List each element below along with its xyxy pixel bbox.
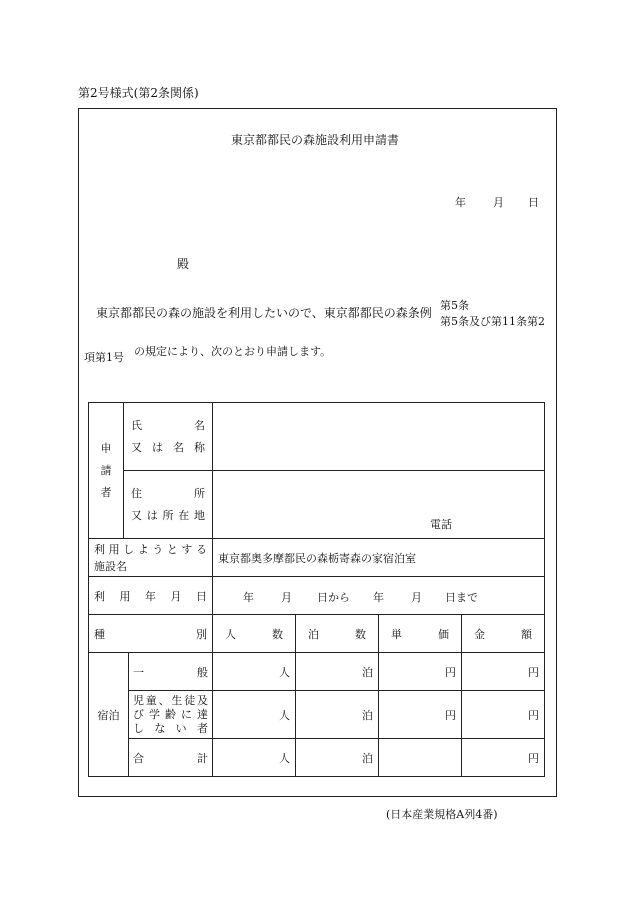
row-children-unit[interactable]: 円 xyxy=(379,691,462,739)
date-day: 日 xyxy=(528,196,539,209)
name-label-cell: 氏名 又は名称 xyxy=(124,403,213,471)
applicant-label: 申請者 xyxy=(89,403,124,539)
row-total-unit[interactable] xyxy=(379,739,462,777)
header-people: 人数 xyxy=(213,615,296,653)
form-title: 東京都都民の森施設利用申請書 xyxy=(230,133,399,147)
row-general-unit[interactable]: 円 xyxy=(379,653,462,691)
row-general-people[interactable]: 人 xyxy=(213,653,296,691)
footer-standard: (日本産業規格A列4番) xyxy=(386,808,498,821)
row-general-label: 一般 xyxy=(129,653,213,691)
addressee-honorific: 殿 xyxy=(177,257,190,271)
row-children-nights[interactable]: 泊 xyxy=(296,691,379,739)
address-value-cell[interactable] xyxy=(213,471,545,539)
lodging-label: 宿泊 xyxy=(89,653,129,777)
table-row xyxy=(89,539,545,577)
phone-label: 電話 xyxy=(430,518,452,531)
category-label: 種別 xyxy=(89,615,213,653)
table-row xyxy=(89,739,545,777)
body-line-2-prefix: 項第1号 xyxy=(84,351,124,364)
body-line-1: 東京都都民の森の施設を利用したいので、東京都都民の森条例 xyxy=(96,306,432,320)
row-total-people[interactable]: 人 xyxy=(213,739,296,777)
table-row xyxy=(89,471,545,539)
date-month: 月 xyxy=(493,196,504,209)
name-value-cell[interactable] xyxy=(213,403,545,471)
application-table xyxy=(88,402,545,777)
table-row xyxy=(89,577,545,615)
header-amount: 金額 xyxy=(462,615,545,653)
row-total-amount[interactable]: 円 xyxy=(462,739,545,777)
table-row xyxy=(89,691,545,739)
row-total-nights[interactable]: 泊 xyxy=(296,739,379,777)
article-option-a: 第5条 xyxy=(440,299,469,312)
row-children-label: 児童、生徒及 び学齢に達 しない者 xyxy=(129,691,213,739)
usage-date-value[interactable]: 年 月 日から 年 月 日まで xyxy=(213,577,545,615)
row-general-amount[interactable]: 円 xyxy=(462,653,545,691)
facility-label-cell: 利用しようとする 施設名 xyxy=(89,539,213,577)
table-row xyxy=(89,615,545,653)
header-unit-price: 単価 xyxy=(379,615,462,653)
body-line-2: の規定により、次のとおり申請します。 xyxy=(134,345,332,358)
table-row xyxy=(89,653,545,691)
facility-value: 東京都奥多摩都民の森栃寄森の家宿泊室 xyxy=(213,539,545,577)
table-row xyxy=(89,403,545,471)
address-label-cell: 住所 又は所在地 xyxy=(124,471,213,539)
row-children-people[interactable]: 人 xyxy=(213,691,296,739)
header-nights: 泊数 xyxy=(296,615,379,653)
date-year: 年 xyxy=(455,196,466,209)
row-children-amount[interactable]: 円 xyxy=(462,691,545,739)
row-total-label: 合計 xyxy=(129,739,213,777)
form-number: 第2号様式(第2条関係) xyxy=(78,86,199,100)
row-general-nights[interactable]: 泊 xyxy=(296,653,379,691)
article-option-b: 第5条及び第11条第2 xyxy=(440,315,545,328)
usage-date-label: 利用年月日 xyxy=(89,577,213,615)
